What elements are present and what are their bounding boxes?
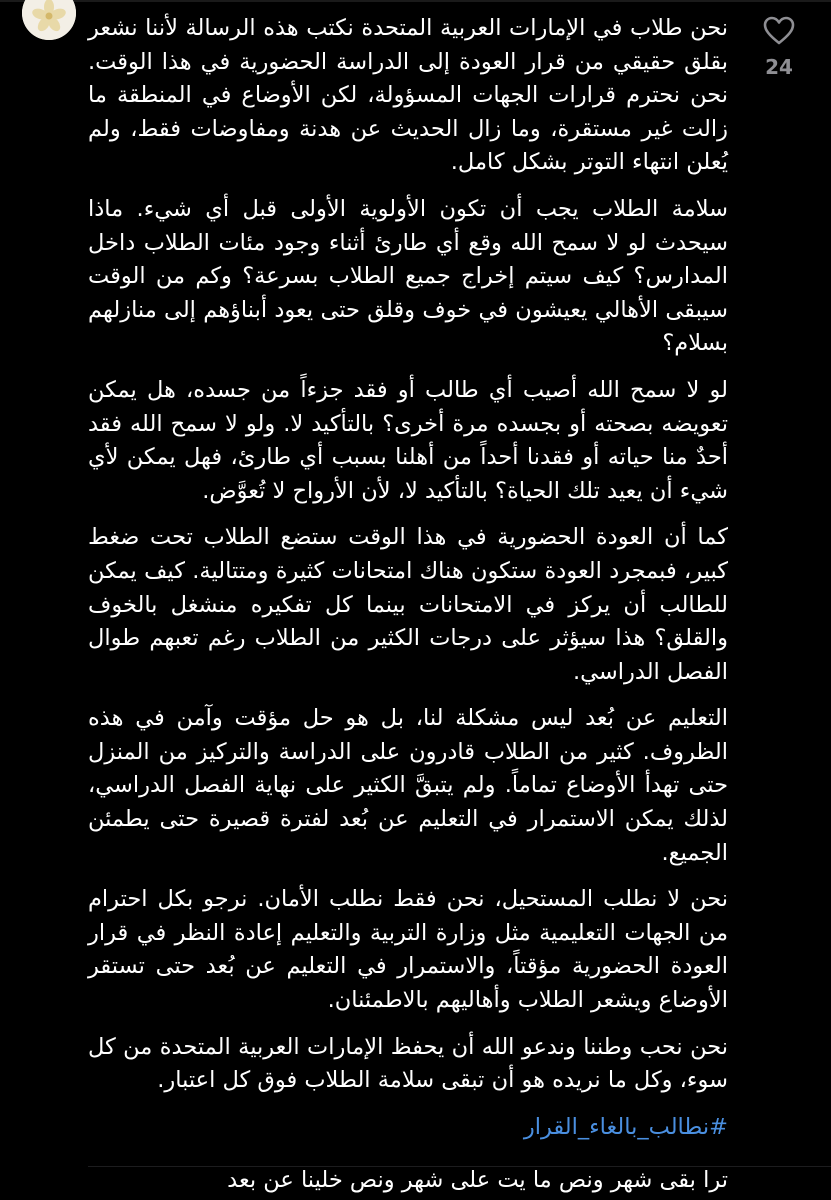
- comment-paragraph-2: سلامة الطلاب يجب أن تكون الأولوية الأولى قبل أي شيء. ماذا سيحدث لو لا سمح الله وقع أي طارئ أثناء وجود مئات الطلاب داخل المدارس؟ كيف سيتم إخراج جميع الطلاب بسرعة؟ وكم من الوقت سيبقى الأهالي يعيشون في خوف وقلق حتى يعود أبناؤهم إلى منازلهم بسلام؟: [88, 195, 728, 357]
- comment-body: [88, 12, 728, 1158]
- avatar[interactable]: [22, 0, 76, 40]
- like-count: 24: [765, 55, 793, 79]
- top-border: [0, 0, 831, 2]
- next-comment-text: ترا بقى شهر ونص ما يت على شهر ونص خلينا عن بعد: [227, 1167, 728, 1193]
- like-area[interactable]: [752, 16, 806, 78]
- comment-paragraph-4: كما أن العودة الحضورية في هذا الوقت ستضع الطلاب تحت ضغط كبير، فبمجرد العودة ستكون هناك امتحانات كثيرة ومتتالية. كيف يمكن للطالب أن يركز في الامتحانات بينما كل تفكيره منشغل بالخوف والقلق؟ هذا سيؤثر على درجات الكثير من الطلاب رغم تعبهم طوال الفصل الدراسي.: [88, 524, 728, 685]
- comment-paragraph-7: نحن نحب وطننا وندعو الله أن يحفظ الإمارات العربية المتحدة من كل سوء، وكل ما نريده هو أن تبقى سلامة الطلاب فوق كل اعتبار.: [88, 1033, 728, 1094]
- comment-paragraph-5: التعليم عن بُعد ليس مشكلة لنا، بل هو حل مؤقت وآمن في هذه الظروف. كثير من الطلاب قادرون على الدراسة والتركيز من المنزل حتى تهدأ الأوضاع تماماً. ولم يتبقَّ الكثير على نهاية الفصل الدراسي، لذلك يمكن الاستمرار في التعليم عن بُعد لفترة قصيرة حتى يطمئن الجميع.: [88, 705, 728, 866]
- comment-paragraph-3: لو لا سمح الله أصيب أي طالب أو فقد جزءاً من جسده، هل يمكن تعويضه بصحته أو بجسده مرة أخرى؟ بالتأكيد لا. ولو لا سمح الله فقد أحدٌ منا حياته أو فقدنا أحداً من أهلنا بسبب أي طارئ، فهل يمكن لأي شيء أن يعيد تلك الحياة؟ بالتأكيد لا، لأن الأرواح لا تُعوَّض.: [88, 376, 728, 504]
- comment-paragraph-1: نحن طلاب في الإمارات العربية المتحدة نكتب هذه الرسالة لأننا نشعر بقلق حقيقي من قرار العودة إلى الدراسة الحضورية في هذا الوقت. نحن نحترم قرارات الجهات المسؤولة، لكن الأوضاع في المنطقة ما زالت غير مستقرة، وما زال الحديث عن هدنة ومفاوضات فقط، ولم يُعلن انتهاء التوتر بشكل كامل.: [88, 15, 728, 176]
- hashtag-link[interactable]: #نطالب_بالغاء_القرار: [523, 1113, 728, 1140]
- comment-paragraph-6: نحن لا نطلب المستحيل، نحن فقط نطلب الأمان. نرجو بكل احترام من الجهات التعليمية مثل وزارة التربية والتعليم إعادة النظر في قرار العودة الحضورية مؤقتاً، والاستمرار في التعليم عن بُعد حتى تستقر الأوضاع ويشعر الطلاب وأهاليهم بالاطمئنان.: [88, 886, 728, 1014]
- heart-outline-icon[interactable]: [763, 16, 795, 46]
- flower-avatar-icon: [22, 0, 76, 40]
